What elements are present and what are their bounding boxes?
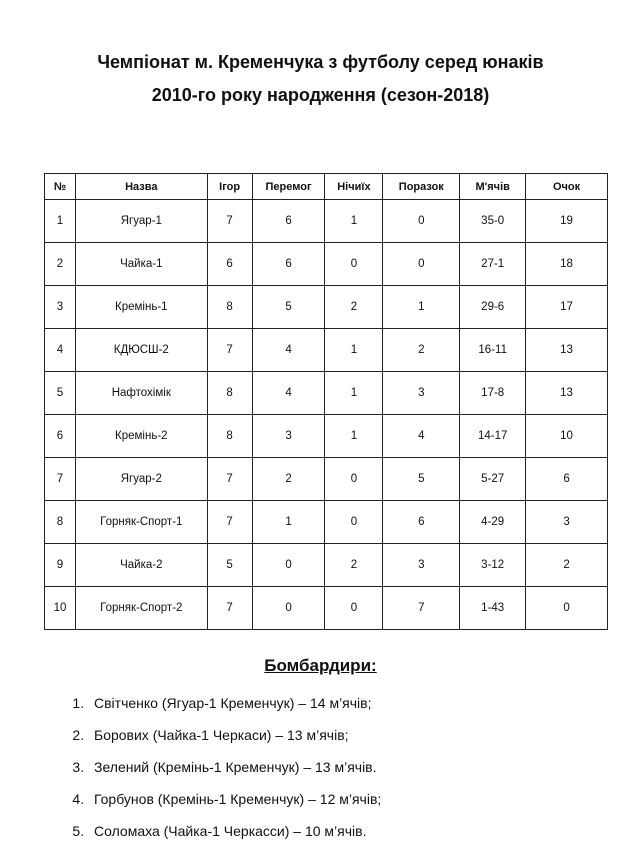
cell-team-name: Кремінь-2 [75, 415, 207, 458]
cell-points: 0 [526, 587, 608, 630]
cell-team-name: Чайка-2 [75, 544, 207, 587]
cell-games: 8 [207, 286, 252, 329]
header-draws: Нічиїх [325, 174, 383, 200]
cell-number: 1 [45, 200, 76, 243]
table-row [45, 200, 608, 243]
cell-losses: 6 [383, 501, 460, 544]
table-row [45, 329, 608, 372]
cell-number: 4 [45, 329, 76, 372]
table-row [45, 372, 608, 415]
cell-points: 2 [526, 544, 608, 587]
cell-team-name: Ягуар-2 [75, 458, 207, 501]
cell-games: 8 [207, 415, 252, 458]
cell-number: 9 [45, 544, 76, 587]
cell-games: 7 [207, 200, 252, 243]
list-item: 2. Борових (Чайка-1 Черкаси) – 13 м’ячів; [88, 719, 381, 751]
cell-number: 5 [45, 372, 76, 415]
cell-losses: 4 [383, 415, 460, 458]
cell-wins: 6 [252, 243, 325, 286]
cell-wins: 4 [252, 329, 325, 372]
table-row [45, 415, 608, 458]
cell-points: 17 [526, 286, 608, 329]
cell-number: 3 [45, 286, 76, 329]
cell-losses: 3 [383, 372, 460, 415]
cell-number: 2 [45, 243, 76, 286]
cell-team-name: Чайка-1 [75, 243, 207, 286]
header-goals: М'ячів [460, 174, 526, 200]
table-row [45, 587, 608, 630]
cell-goals: 16-11 [460, 329, 526, 372]
cell-games: 8 [207, 372, 252, 415]
cell-wins: 4 [252, 372, 325, 415]
cell-goals: 5-27 [460, 458, 526, 501]
list-item: 5. Соломаха (Чайка-1 Черкасси) – 10 м’ячів. [88, 815, 381, 847]
cell-draws: 0 [325, 501, 383, 544]
cell-games: 7 [207, 329, 252, 372]
cell-draws: 0 [325, 243, 383, 286]
cell-losses: 2 [383, 329, 460, 372]
scorers-heading: Бомбардири: [264, 656, 377, 675]
header-points: Очок [526, 174, 608, 200]
cell-draws: 0 [325, 458, 383, 501]
standings-table [44, 173, 608, 630]
cell-team-name: КДЮСШ-2 [75, 329, 207, 372]
cell-losses: 7 [383, 587, 460, 630]
cell-draws: 1 [325, 329, 383, 372]
cell-wins: 6 [252, 200, 325, 243]
cell-number: 6 [45, 415, 76, 458]
cell-wins: 2 [252, 458, 325, 501]
cell-goals: 35-0 [460, 200, 526, 243]
cell-team-name: Ягуар-1 [75, 200, 207, 243]
cell-points: 6 [526, 458, 608, 501]
list-item: 1. Світченко (Ягуар-1 Кременчук) – 14 м’ячів; [88, 687, 381, 719]
cell-games: 6 [207, 243, 252, 286]
cell-points: 18 [526, 243, 608, 286]
header-wins: Перемог [252, 174, 325, 200]
cell-draws: 1 [325, 415, 383, 458]
cell-losses: 5 [383, 458, 460, 501]
cell-wins: 0 [252, 587, 325, 630]
cell-draws: 1 [325, 372, 383, 415]
cell-goals: 1-43 [460, 587, 526, 630]
cell-draws: 2 [325, 286, 383, 329]
cell-wins: 5 [252, 286, 325, 329]
cell-points: 19 [526, 200, 608, 243]
cell-number: 10 [45, 587, 76, 630]
cell-points: 13 [526, 372, 608, 415]
cell-wins: 3 [252, 415, 325, 458]
cell-team-name: Горняк-Спорт-2 [75, 587, 207, 630]
cell-points: 13 [526, 329, 608, 372]
cell-goals: 4-29 [460, 501, 526, 544]
cell-number: 8 [45, 501, 76, 544]
cell-games: 7 [207, 587, 252, 630]
cell-goals: 17-8 [460, 372, 526, 415]
cell-number: 7 [45, 458, 76, 501]
cell-losses: 0 [383, 243, 460, 286]
cell-draws: 0 [325, 587, 383, 630]
cell-goals: 29-6 [460, 286, 526, 329]
cell-team-name: Нафтохімік [75, 372, 207, 415]
table-row [45, 243, 608, 286]
table-row [45, 458, 608, 501]
cell-points: 3 [526, 501, 608, 544]
table-row [45, 286, 608, 329]
table-header-row [45, 174, 608, 200]
list-item: 3. Зелений (Кремінь-1 Кременчук) – 13 м’ячів. [88, 751, 381, 783]
cell-losses: 0 [383, 200, 460, 243]
header-number: № [45, 174, 76, 200]
cell-games: 5 [207, 544, 252, 587]
page-title-line-1: Чемпіонат м. Кременчука з футболу серед юнаків [97, 52, 544, 72]
header-losses: Поразок [383, 174, 460, 200]
cell-goals: 3-12 [460, 544, 526, 587]
cell-goals: 27-1 [460, 243, 526, 286]
table-row [45, 501, 608, 544]
header-games: Ігор [207, 174, 252, 200]
scorers-list [44, 687, 381, 847]
cell-draws: 2 [325, 544, 383, 587]
page-title-line-2: 2010-го року народження (сезон-2018) [151, 85, 490, 105]
cell-goals: 14-17 [460, 415, 526, 458]
cell-losses: 3 [383, 544, 460, 587]
cell-games: 7 [207, 458, 252, 501]
cell-draws: 1 [325, 200, 383, 243]
cell-team-name: Горняк-Спорт-1 [75, 501, 207, 544]
cell-points: 10 [526, 415, 608, 458]
cell-team-name: Кремінь-1 [75, 286, 207, 329]
table-row [45, 544, 608, 587]
cell-wins: 1 [252, 501, 325, 544]
list-item: 4. Горбунов (Кремінь-1 Кременчук) – 12 м’ячів; [88, 783, 381, 815]
cell-games: 7 [207, 501, 252, 544]
header-team-name: Назва [75, 174, 207, 200]
cell-losses: 1 [383, 286, 460, 329]
cell-wins: 0 [252, 544, 325, 587]
